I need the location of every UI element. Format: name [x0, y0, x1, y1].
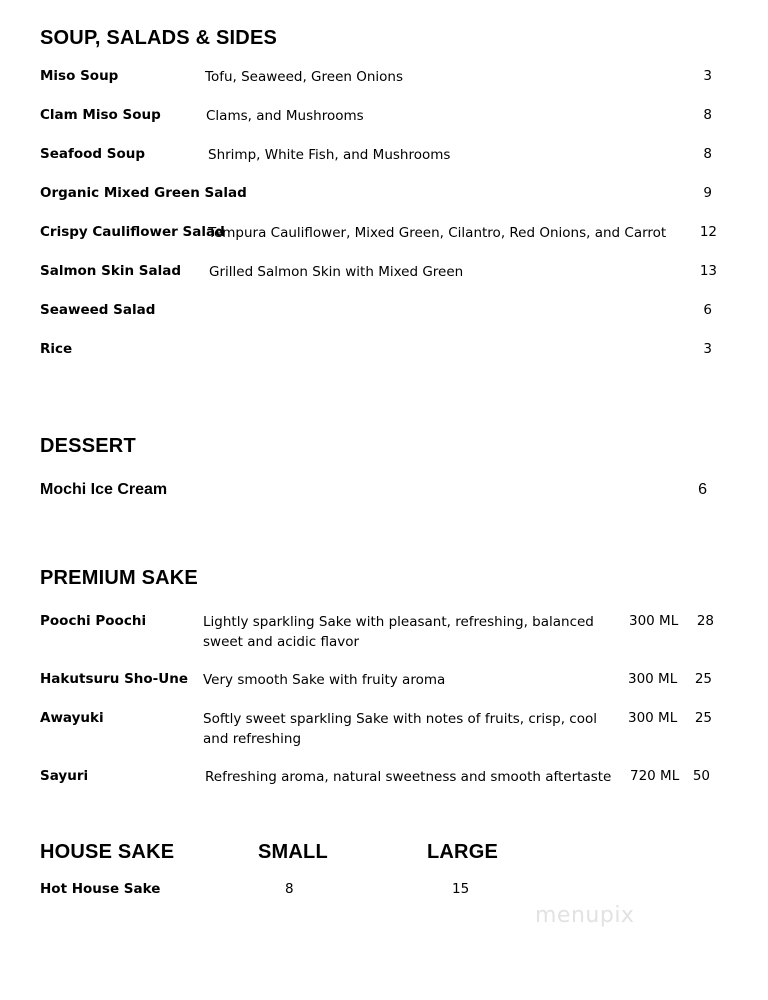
- item-price-small: 8: [285, 881, 294, 897]
- item-name: Salmon Skin Salad: [40, 263, 181, 279]
- column-header-small: SMALL: [258, 841, 328, 863]
- section-heading-soups: SOUP, SALADS & SIDES: [40, 27, 278, 49]
- item-size: 300 ML: [628, 710, 678, 726]
- item-name: Hakutsuru Sho-Une: [40, 671, 189, 687]
- item-name: Hot House Sake: [40, 881, 161, 897]
- item-price: 25: [694, 710, 712, 726]
- item-description: Tempura Cauliflower, Mixed Green, Cilantro, Red Onions, and Carrot: [208, 225, 667, 241]
- item-price: 9: [703, 185, 712, 201]
- item-size: 300 ML: [629, 613, 679, 629]
- item-size: 300 ML: [628, 671, 678, 687]
- item-name: Seafood Soup: [40, 146, 146, 162]
- item-price: 3: [703, 68, 712, 84]
- item-price: 12: [699, 224, 717, 240]
- item-description: Shrimp, White Fish, and Mushrooms: [208, 147, 451, 163]
- item-description: Lightly sparkling Sake with pleasant, refreshing, balanced sweet and acidic flavor: [203, 614, 594, 650]
- item-name: Awayuki: [40, 710, 104, 726]
- item-name: Sayuri: [40, 768, 89, 784]
- item-name: Miso Soup: [40, 68, 119, 84]
- item-name: Rice: [40, 341, 73, 357]
- item-description: Very smooth Sake with fruity aroma: [203, 672, 446, 688]
- item-price: 6: [703, 302, 712, 318]
- item-size: 720 ML: [630, 768, 680, 784]
- item-description: Tofu, Seaweed, Green Onions: [205, 69, 404, 85]
- item-price: 3: [703, 341, 712, 357]
- item-description: Clams, and Mushrooms: [206, 108, 364, 124]
- item-name: Organic Mixed Green Salad: [40, 185, 247, 201]
- item-name: Poochi Poochi: [40, 613, 147, 629]
- section-heading-dessert: DESSERT: [40, 435, 136, 457]
- item-price: 50: [692, 768, 710, 784]
- item-price: 8: [703, 107, 712, 123]
- item-name: Clam Miso Soup: [40, 107, 161, 123]
- item-name: Mochi Ice Cream: [40, 481, 168, 498]
- column-header-large: LARGE: [427, 841, 498, 863]
- item-price: 25: [694, 671, 712, 687]
- item-price: 8: [703, 146, 712, 162]
- item-description: Grilled Salmon Skin with Mixed Green: [209, 264, 464, 280]
- section-heading-house-sake: HOUSE SAKE: [40, 841, 175, 863]
- watermark-logo: menupix: [535, 903, 635, 928]
- item-price-large: 15: [452, 881, 470, 897]
- item-description: Refreshing aroma, natural sweetness and smooth aftertaste: [205, 769, 612, 785]
- item-price: 13: [699, 263, 717, 279]
- item-description: Softly sweet sparkling Sake with notes of fruits, crisp, cool and refreshing: [203, 711, 597, 747]
- item-price: 28: [696, 613, 714, 629]
- section-heading-premium-sake: PREMIUM SAKE: [40, 567, 198, 589]
- item-name: Seaweed Salad: [40, 302, 156, 318]
- item-price: 6: [698, 481, 707, 498]
- item-name: Crispy Cauliflower Salad: [40, 224, 225, 240]
